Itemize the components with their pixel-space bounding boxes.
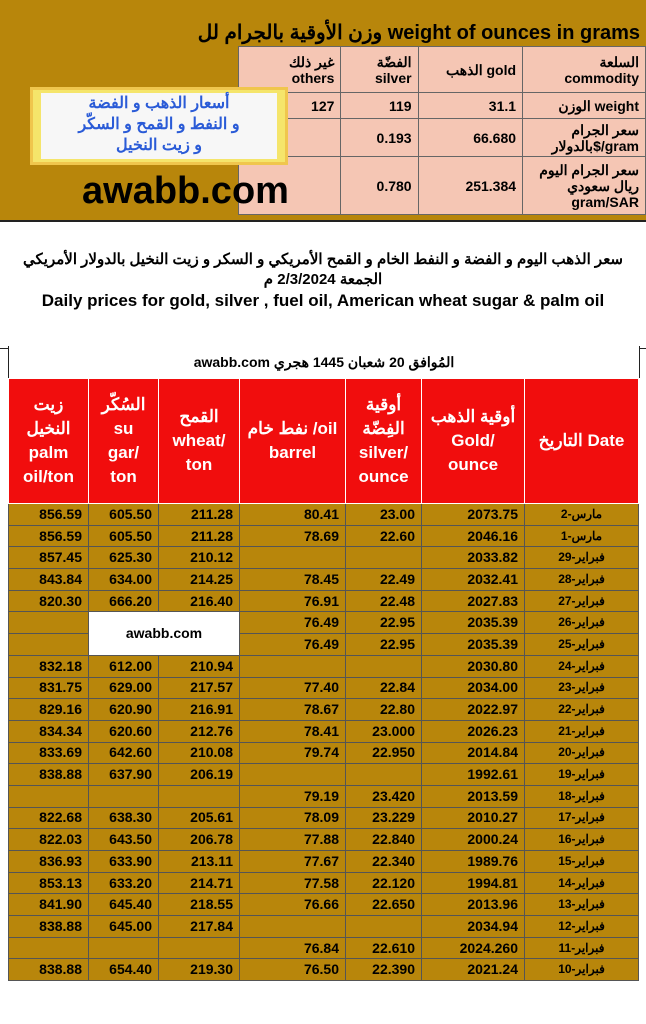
column-header-line: الفِضّة <box>362 419 405 438</box>
table-row <box>9 764 639 786</box>
table-cell: 77.67 <box>240 851 346 873</box>
table-cell: 22.610 <box>346 937 422 959</box>
table-cell: 832.18 <box>9 655 89 677</box>
site-name: awabb.com <box>82 170 289 212</box>
date-cell: 16-فبراير <box>525 829 639 851</box>
table-cell: 2000.24 <box>422 829 525 851</box>
weights-cell: 251.384 <box>418 157 522 215</box>
table-cell: 2035.39 <box>422 612 525 634</box>
table-cell: 638.30 <box>89 807 159 829</box>
date-cell: 18-فبراير <box>525 785 639 807</box>
table-cell: 1989.76 <box>422 851 525 873</box>
table-cell: 2032.41 <box>422 569 525 591</box>
table-cell <box>346 547 422 569</box>
date-cell: 19-فبراير <box>525 764 639 786</box>
table-cell: 843.84 <box>9 569 89 591</box>
table-cell: 22.95 <box>346 612 422 634</box>
description-panel <box>0 220 646 349</box>
date-cell: 17-فبراير <box>525 807 639 829</box>
column-header-line: أوقية الذهب <box>430 407 516 426</box>
table-cell: 643.50 <box>89 829 159 851</box>
table-cell: 22.340 <box>346 851 422 873</box>
table-cell: 22.120 <box>346 872 422 894</box>
table-cell: 2027.83 <box>422 590 525 612</box>
table-cell: 76.66 <box>240 894 346 916</box>
table-cell: 2034.94 <box>422 916 525 938</box>
table-cell: 78.09 <box>240 807 346 829</box>
promo-line: و النفط و القمح و السكّر <box>78 116 240 133</box>
weights-row <box>239 93 646 119</box>
table-cell: 633.90 <box>89 851 159 873</box>
table-cell: 77.88 <box>240 829 346 851</box>
table-cell: 22.95 <box>346 634 422 656</box>
column-header <box>346 379 422 504</box>
table-cell <box>240 764 346 786</box>
weights-cell: 0.780 <box>341 157 418 215</box>
table-cell: 853.13 <box>9 872 89 894</box>
table-cell: 22.60 <box>346 525 422 547</box>
column-header-line: ton <box>185 455 213 474</box>
table-cell <box>240 547 346 569</box>
table-cell: 2024.260 <box>422 937 525 959</box>
date-cell: 28-فبراير <box>525 569 639 591</box>
table-cell: 80.41 <box>240 504 346 526</box>
table-cell: 76.49 <box>240 612 346 634</box>
table-cell: 1992.61 <box>422 764 525 786</box>
weights-cell: 0.193 <box>341 119 418 157</box>
column-header-line: palm <box>28 443 69 462</box>
table-row <box>9 829 639 851</box>
date-cell: 23-فبراير <box>525 677 639 699</box>
column-header-line: ton <box>110 467 137 486</box>
date-cell: 1-مارس <box>525 525 639 547</box>
table-cell <box>89 785 159 807</box>
table-cell <box>240 916 346 938</box>
table-cell: 829.16 <box>9 699 89 721</box>
table-cell: 23.420 <box>346 785 422 807</box>
column-header-line: نفط خام /oil <box>247 419 338 438</box>
column-header-line: oil/ton <box>23 467 74 486</box>
description-english: Daily prices for gold, silver , fuel oil, American wheat sugar & palm oil <box>41 291 605 310</box>
table-cell: 216.40 <box>159 590 240 612</box>
column-header-line: التاريخ Date <box>538 431 625 450</box>
table-cell: 2014.84 <box>422 742 525 764</box>
table-cell: 22.650 <box>346 894 422 916</box>
weights-table <box>238 46 646 215</box>
table-cell: 2035.39 <box>422 634 525 656</box>
table-cell: 78.67 <box>240 699 346 721</box>
table-cell: 23.00 <box>346 504 422 526</box>
weights-cell: 119 <box>341 93 418 119</box>
column-header-line: Gold/ <box>451 431 495 450</box>
table-row <box>9 959 639 981</box>
table-cell: 213.11 <box>159 851 240 873</box>
column-header-line: أوقية <box>365 395 402 414</box>
table-cell: 22.49 <box>346 569 422 591</box>
table-cell: 211.28 <box>159 504 240 526</box>
table-cell: 79.19 <box>240 785 346 807</box>
table-cell <box>9 634 89 656</box>
table-cell: 620.60 <box>89 720 159 742</box>
table-cell: 76.91 <box>240 590 346 612</box>
date-cell: 2-مارس <box>525 504 639 526</box>
table-cell <box>346 916 422 938</box>
table-cell: 2010.27 <box>422 807 525 829</box>
table-cell: 831.75 <box>9 677 89 699</box>
table-cell: 2073.75 <box>422 504 525 526</box>
column-header <box>89 379 159 504</box>
table-cell: 856.59 <box>9 504 89 526</box>
table-cell: 79.74 <box>240 742 346 764</box>
table-cell: 218.55 <box>159 894 240 916</box>
table-cell: 2021.24 <box>422 959 525 981</box>
date-cell: 15-فبراير <box>525 851 639 873</box>
column-header <box>422 379 525 504</box>
table-cell: 642.60 <box>89 742 159 764</box>
date-cell: 21-فبراير <box>525 720 639 742</box>
column-header-line: barrel <box>268 443 317 462</box>
table-row <box>9 720 639 742</box>
promo-text-box <box>41 93 277 159</box>
weights-cell: الذهب gold <box>418 47 522 93</box>
table-cell: 856.59 <box>9 525 89 547</box>
column-header-line: ounce <box>358 467 409 486</box>
column-header <box>525 379 639 504</box>
table-row <box>9 894 639 916</box>
table-cell <box>9 612 89 634</box>
table-cell: 2013.59 <box>422 785 525 807</box>
table-cell: 629.00 <box>89 677 159 699</box>
table-cell: 22.950 <box>346 742 422 764</box>
table-row <box>9 807 639 829</box>
column-header-line: wheat/ <box>172 431 226 450</box>
date-cell: 24-فبراير <box>525 655 639 677</box>
table-cell <box>89 937 159 959</box>
column-header <box>240 379 346 504</box>
table-row <box>9 590 639 612</box>
watermark-cell: awabb.com <box>89 612 240 655</box>
date-cell: 13-فبراير <box>525 894 639 916</box>
weights-cell: 66.680 <box>418 119 522 157</box>
table-cell: 210.12 <box>159 547 240 569</box>
table-cell: 206.19 <box>159 764 240 786</box>
table-cell: 78.45 <box>240 569 346 591</box>
weights-cell: السلعة commodity <box>523 47 646 93</box>
table-cell: 214.25 <box>159 569 240 591</box>
date-cell: 20-فبراير <box>525 742 639 764</box>
date-cell: 14-فبراير <box>525 872 639 894</box>
table-cell: 214.71 <box>159 872 240 894</box>
weights-cell: غير ذلك others <box>239 47 341 93</box>
table-row <box>9 742 639 764</box>
table-cell: 219.30 <box>159 959 240 981</box>
table-cell: 2046.16 <box>422 525 525 547</box>
table-cell: 834.34 <box>9 720 89 742</box>
date-cell: 29-فبراير <box>525 547 639 569</box>
table-row <box>9 677 639 699</box>
table-cell: 620.90 <box>89 699 159 721</box>
table-cell: 22.390 <box>346 959 422 981</box>
date-cell: 26-فبراير <box>525 612 639 634</box>
table-cell: 2033.82 <box>422 547 525 569</box>
table-cell: 838.88 <box>9 916 89 938</box>
table-cell: 76.50 <box>240 959 346 981</box>
table-cell: 637.90 <box>89 764 159 786</box>
weights-row <box>239 157 646 215</box>
table-cell: 217.84 <box>159 916 240 938</box>
table-cell: 22.840 <box>346 829 422 851</box>
table-cell: 2022.97 <box>422 699 525 721</box>
table-row <box>9 504 639 526</box>
hijri-date-line: awabb.com المُوافق 20 شعبان 1445 هجري <box>8 346 640 378</box>
table-cell: 212.76 <box>159 720 240 742</box>
weights-row <box>239 119 646 157</box>
table-cell: 666.20 <box>89 590 159 612</box>
column-header <box>9 379 89 504</box>
table-cell: 633.20 <box>89 872 159 894</box>
table-cell <box>159 937 240 959</box>
date-cell: 22-فبراير <box>525 699 639 721</box>
date-cell: 12-فبراير <box>525 916 639 938</box>
table-row <box>9 916 639 938</box>
table-cell: 857.45 <box>9 547 89 569</box>
table-cell: 645.00 <box>89 916 159 938</box>
column-header-line: النخيل <box>26 419 71 438</box>
table-cell: 833.69 <box>9 742 89 764</box>
table-cell: 836.93 <box>9 851 89 873</box>
table-cell: 2034.00 <box>422 677 525 699</box>
table-row <box>9 612 639 634</box>
table-cell: 605.50 <box>89 504 159 526</box>
table-cell: 76.84 <box>240 937 346 959</box>
column-header-line: زيت <box>33 395 64 414</box>
table-cell: 605.50 <box>89 525 159 547</box>
table-cell: 820.30 <box>9 590 89 612</box>
table-row <box>9 937 639 959</box>
table-cell: 645.40 <box>89 894 159 916</box>
table-cell: 654.40 <box>89 959 159 981</box>
table-cell: 206.78 <box>159 829 240 851</box>
table-cell: 77.58 <box>240 872 346 894</box>
table-cell: 76.49 <box>240 634 346 656</box>
weights-cell: 127 <box>239 93 341 119</box>
table-cell: 22.84 <box>346 677 422 699</box>
table-cell: 210.94 <box>159 655 240 677</box>
table-row <box>9 655 639 677</box>
table-cell: 22.80 <box>346 699 422 721</box>
table-cell: 1994.81 <box>422 872 525 894</box>
table-cell: 625.30 <box>89 547 159 569</box>
date-cell: 10-فبراير <box>525 959 639 981</box>
table-row <box>9 785 639 807</box>
table-cell: 217.57 <box>159 677 240 699</box>
table-cell: 634.00 <box>89 569 159 591</box>
prices-table <box>8 378 639 981</box>
table-cell: 2030.80 <box>422 655 525 677</box>
table-cell: 22.48 <box>346 590 422 612</box>
table-cell: 838.88 <box>9 764 89 786</box>
table-cell: 210.08 <box>159 742 240 764</box>
promo-banner <box>30 87 288 165</box>
date-cell: 11-فبراير <box>525 937 639 959</box>
weights-cell: الوزن weight <box>523 93 646 119</box>
promo-line: أسعار الذهب و الفضة <box>88 95 230 112</box>
table-cell: 78.41 <box>240 720 346 742</box>
table-cell: 211.28 <box>159 525 240 547</box>
table-cell: 23.229 <box>346 807 422 829</box>
table-cell: 78.69 <box>240 525 346 547</box>
table-row <box>9 872 639 894</box>
column-header <box>159 379 240 504</box>
table-cell: 216.91 <box>159 699 240 721</box>
table-cell: 2026.23 <box>422 720 525 742</box>
table-cell: 612.00 <box>89 655 159 677</box>
table-cell: 822.03 <box>9 829 89 851</box>
column-header-line: gar/ <box>107 443 140 462</box>
table-cell: 841.90 <box>9 894 89 916</box>
table-cell: 2013.96 <box>422 894 525 916</box>
table-cell: 77.40 <box>240 677 346 699</box>
date-cell: 25-فبراير <box>525 634 639 656</box>
table-cell <box>346 655 422 677</box>
table-row <box>9 569 639 591</box>
table-cell <box>9 937 89 959</box>
date-cell: 27-فبراير <box>525 590 639 612</box>
column-header-line: القمح <box>179 407 219 426</box>
weights-cell: 31.1 <box>418 93 522 119</box>
table-cell <box>346 764 422 786</box>
weights-row <box>239 47 646 93</box>
table-cell: 822.68 <box>9 807 89 829</box>
table-cell: 23.000 <box>346 720 422 742</box>
column-header-line: ounce <box>447 455 499 474</box>
header-panel <box>0 0 646 220</box>
table-cell <box>240 655 346 677</box>
table-row <box>9 851 639 873</box>
table-cell <box>9 785 89 807</box>
table-row <box>9 525 639 547</box>
column-header-line: silver/ <box>358 443 409 462</box>
table-cell: 838.88 <box>9 959 89 981</box>
weights-cell: الفضّة silver <box>341 47 418 93</box>
page-title: وزن الأوقية بالجرام لل weight of ounces in grams <box>197 22 640 44</box>
table-row <box>9 699 639 721</box>
table-row <box>9 547 639 569</box>
description-arabic: سعر الذهب اليوم و الفضة و النفط الخام و القمح الأمريكي و السكر و زيت النخيل بالدولار الأمريكي الجمعة 2/3/2024 م <box>23 251 623 288</box>
table-cell <box>159 785 240 807</box>
column-header-line: السُكّر su <box>101 395 146 438</box>
weights-cell: سعر الجرام اليوم ريال سعودي gram/SAR <box>523 157 646 215</box>
promo-line: و زيت النخيل <box>116 137 202 154</box>
table-cell: 205.61 <box>159 807 240 829</box>
weights-cell: سعر الجرام بالدولار$/gram <box>523 119 646 157</box>
